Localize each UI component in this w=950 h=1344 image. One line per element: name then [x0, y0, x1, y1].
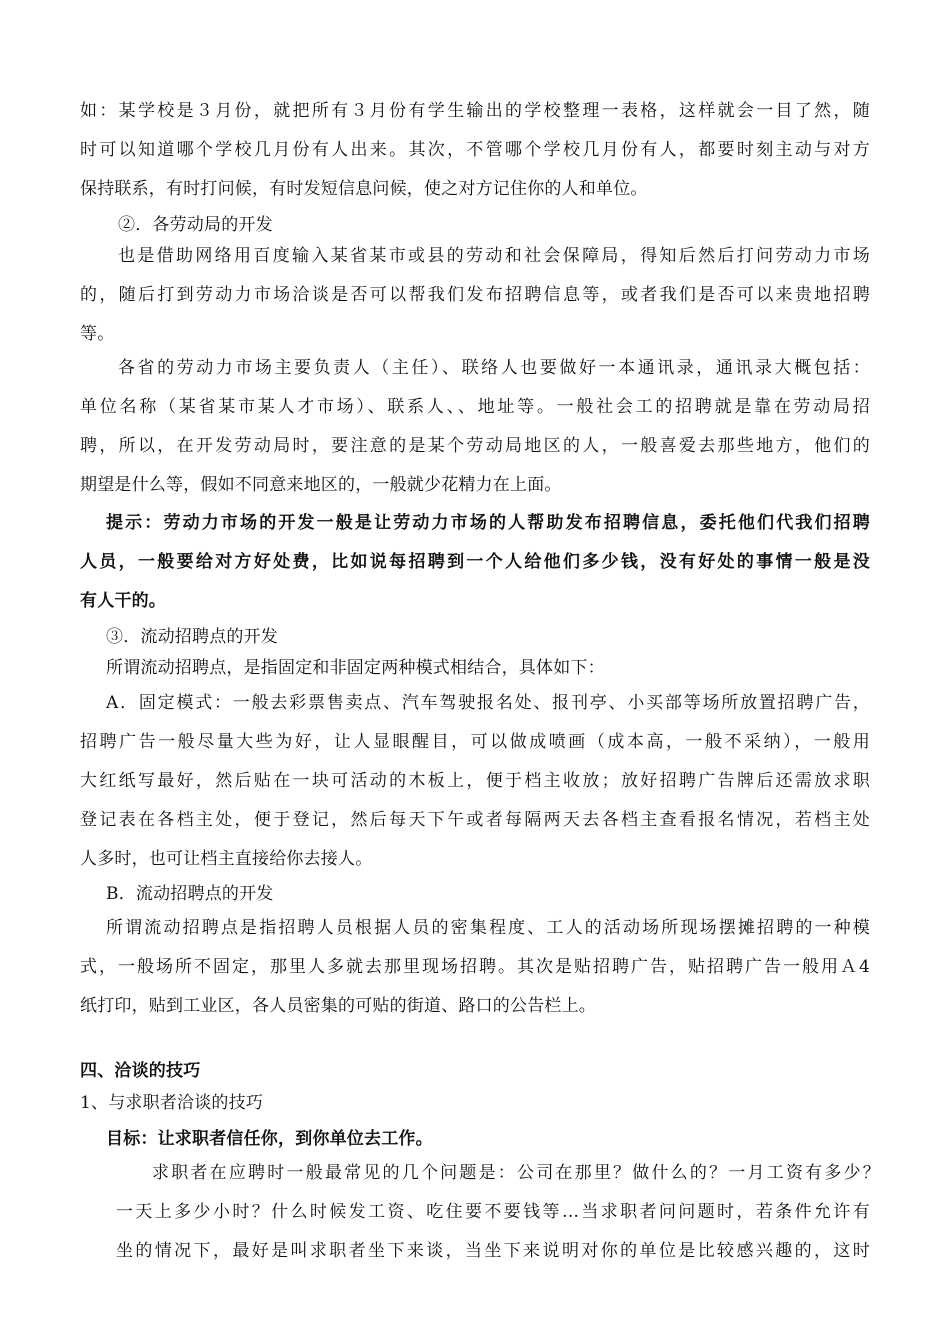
paragraph-line: 聘，所以，在开发劳动局时，要注意的是某个劳动局地区的人，一般喜爱去那些地方，他们的 [80, 436, 870, 456]
section-heading: 四、洽谈的技巧 [80, 1061, 201, 1081]
tip-line: 人员，一般要给对方好处费，比如说每招聘到一个人给他们多少钱，没有好处的事情一般是没 [80, 552, 870, 572]
subheading-labor-bureau: ②．各劳动局的开发 [118, 215, 273, 235]
paragraph-line: 人多时，也可让档主直接给你去接人。 [80, 849, 373, 869]
tip-line: 提示：劳动力市场的开发一般是让劳动力市场的人帮助发布招聘信息，委托他们代我们招聘 [106, 513, 870, 533]
paragraph-line: 求职者在应聘时一般最常见的几个问题是：公司在那里？做什么的？一月工资有多少？ [152, 1163, 880, 1183]
paragraph-line: 坐的情况下，最好是叫求职者坐下来谈，当坐下来说明对你的单位是比较感兴趣的，这时 [116, 1241, 870, 1261]
paragraph-line: 一天上多少小时？什么时候发工资、吃住要不要钱等…当求职者问问题时，若条件允许有 [116, 1202, 870, 1222]
paragraph-line: 各省的劳动力市场主要负责人（主任）、联络人也要做好一本通讯录，通讯录大概包括： [118, 358, 870, 378]
paragraph-line: 保持联系，有时打问候，有时发短信息问候，使之对方记住你的人和单位。 [80, 179, 648, 199]
subsection-heading: 1、与求职者洽谈的技巧 [80, 1093, 264, 1113]
paragraph-line: A．固定模式：一般去彩票售卖点、汽车驾驶报名处、报刊亭、小买部等场所放置招聘广告， [106, 693, 870, 713]
subheading-mobile-points: B．流动招聘点的开发 [106, 884, 274, 904]
paragraph-line: 等。 [80, 324, 115, 344]
paragraph-line: 招聘广告一般尽量大些为好，让人显眼醒目，可以做成喷画（成本高，一般不采纳），一般用 [80, 732, 870, 752]
paragraph-line: 时可以知道哪个学校几月份有人出来。其次，不管哪个学校几月份有人，都要时刻主动与对方 [80, 140, 870, 160]
paragraph-line: 也是借助网络用百度输入某省某市或县的劳动和社会保障局，得知后然后打问劳动力市场 [118, 246, 870, 266]
paragraph-line: 所谓流动招聘点，是指固定和非固定两种模式相结合，具体如下： [106, 658, 605, 678]
tip-line: 有人干的。 [80, 591, 166, 611]
paragraph-line: 期望是什么等，假如不同意来地区的，一般就少花精力在上面。 [80, 475, 562, 495]
paragraph-line: 所谓流动招聘点是指招聘人员根据人员的密集程度、工人的活动场所现场摆摊招聘的一种模 [106, 918, 870, 938]
paragraph-line: 单位名称（某省某市某人才市场）、联系人、、地址等。一般社会工的招聘就是靠在劳动局招 [80, 397, 870, 417]
paragraph-line: 纸打印，贴到工业区，各人员密集的可贴的街道、路口的公告栏上。 [80, 996, 596, 1016]
paragraph-line: 大红纸写最好，然后贴在一块可活动的木板上，便于档主收放；放好招聘广告牌后还需放求职 [80, 771, 870, 791]
paragraph-line: 登记表在各档主处，便于登记，然后每天下午或者每隔两天去各档主查看报名情况，若档主处 [80, 810, 870, 830]
paragraph-line: 如：某学校是３月份，就把所有３月份有学生输出的学校整理一表格，这样就会一目了然，随 [80, 101, 870, 121]
goal-statement: 目标：让求职者信任你，到你单位去工作。 [106, 1129, 433, 1149]
paragraph-line: 的，随后打到劳动力市场洽谈是否可以帮我们发布招聘信息等，或者我们是否可以来贵地招聘 [80, 285, 870, 305]
subheading-mobile-recruitment: ③．流动招聘点的开发 [106, 627, 278, 647]
paragraph-line: 式，一般场所不固定，那里人多就去那里现场招聘。其次是贴招聘广告，贴招聘广告一般用Ａ4 [80, 957, 870, 977]
